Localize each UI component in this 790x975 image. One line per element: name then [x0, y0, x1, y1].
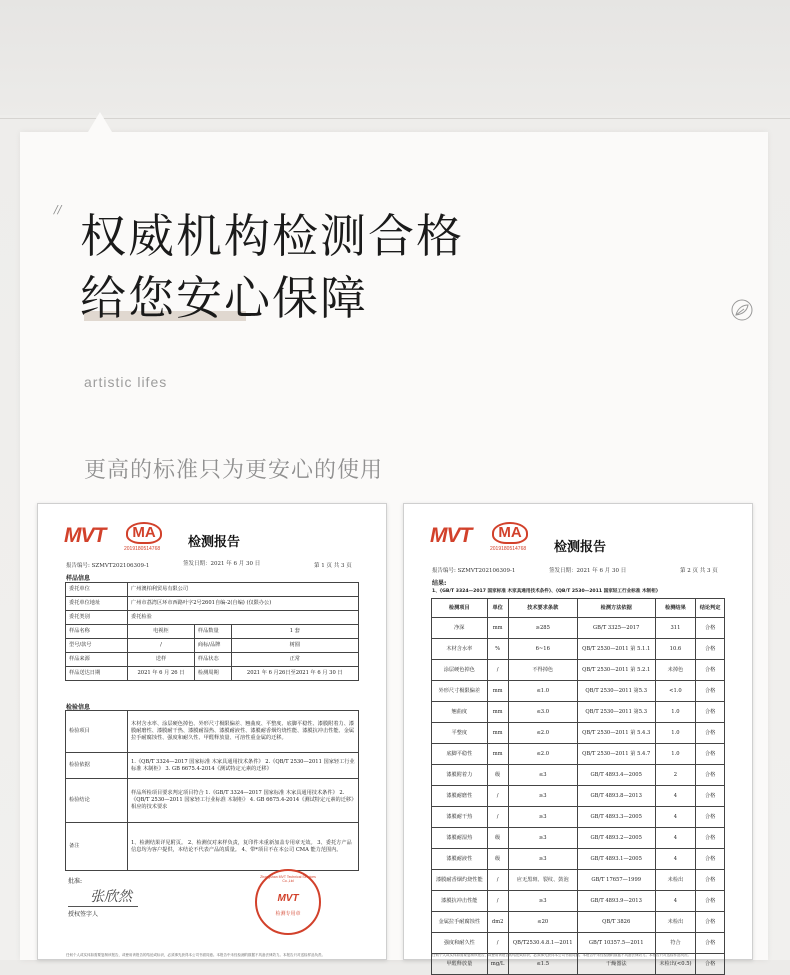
table-cell: 样品状态 [194, 653, 231, 667]
table-cell: 1 套 [231, 625, 358, 639]
table-cell: ≤2.0 [508, 744, 577, 765]
column-header: 检测方法依据 [577, 599, 655, 618]
section-sample-info: 样品信息 [66, 575, 91, 582]
table-row [66, 611, 359, 625]
table-row [432, 807, 725, 828]
subtitle: 更高的标准只为更安心的使用 [84, 458, 384, 483]
table-cell: GB/T 4893.4—2005 [577, 765, 655, 786]
table-row [66, 667, 359, 681]
table-cell: 合格 [696, 639, 725, 660]
table-cell: 检测周期 [194, 667, 231, 681]
table-cell: QB/T 2530—2011 第 5.4.3 [577, 723, 655, 744]
table-cell: 送样 [128, 653, 195, 667]
approver-label: 批准: [68, 878, 83, 885]
official-seal [255, 869, 321, 935]
table-cell: 4 [655, 807, 696, 828]
result-label: 结果: [432, 580, 447, 587]
column-header: 检测项目 [432, 599, 488, 618]
table-cell: 检验依据 [66, 753, 128, 779]
test-report-page-2 [403, 503, 753, 967]
table-cell: 合格 [696, 786, 725, 807]
table-row [432, 849, 725, 870]
table-row [66, 779, 359, 823]
table-cell: 不得掉色 [508, 660, 577, 681]
page-number: 第 1 页 共 3 页 [314, 563, 352, 569]
table-cell: QB/T 2530—2011 第 5.2.1 [577, 660, 655, 681]
table-cell: 1.0 [655, 702, 696, 723]
table-cell: 合格 [696, 933, 725, 954]
table-cell: 10.6 [655, 639, 696, 660]
handwritten-signature: 张欣然 [90, 889, 132, 905]
table-cell: 级 [487, 765, 508, 786]
table-row [66, 753, 359, 779]
report-title: 检测报告 [188, 535, 241, 550]
table-cell: 级 [487, 849, 508, 870]
table-cell: 2021 年 6 月 26 日 [128, 667, 195, 681]
table-cell: 样品名称 [66, 625, 128, 639]
table-cell: 检验结论 [66, 779, 128, 823]
footer-note: 任何个人或实体如需要复制该报告，或使用该报告的结论或标识，必须事先获得本公司书面同意。本报告中未经检测的数据不具备法律效力。本报告只对送检样品负责。 [432, 953, 691, 957]
footer-note: 任何个人或实体如需要复制该报告，或使用该报告的结论或标识，必须事先获得本公司书面同意。本报告中未经检测的数据不具备法律效力。本报告只对送检样品负责。 [66, 953, 325, 957]
table-cell: mm [487, 618, 508, 639]
table-cell: 合格 [696, 660, 725, 681]
table-cell: / [487, 870, 508, 891]
table-cell: 未检出(<0.5) [655, 954, 696, 975]
card-notch [88, 112, 112, 132]
table-cell: QB/T 3826 [577, 912, 655, 933]
table-cell: % [487, 639, 508, 660]
table-cell: mm [487, 723, 508, 744]
mvt-logo: MVT [430, 524, 472, 547]
section-test-info: 检验信息 [66, 704, 91, 711]
table-cell: GB/T 3325—2017 [577, 618, 655, 639]
table-cell: ≤2.0 [508, 723, 577, 744]
top-divider [0, 118, 790, 119]
table-cell: 漆膜耐液性 [432, 849, 488, 870]
signer-label: 授权签字人 [68, 911, 99, 918]
table-row [66, 653, 359, 667]
table-cell: 应无黑斑、裂纹、鼓泡 [508, 870, 577, 891]
table-cell: 广州澳柏利贸易有限公司 [128, 583, 359, 597]
ma-number: 2019180514768 [490, 546, 527, 552]
table-cell: 4 [655, 786, 696, 807]
table-cell: 净深 [432, 618, 488, 639]
seal-top-text: Zhongshan MVT Technical Services Co.,Ltd [260, 875, 316, 883]
column-header: 检测结果 [655, 599, 696, 618]
table-cell: 合格 [696, 807, 725, 828]
table-cell: 外形尺寸极限偏差 [432, 681, 488, 702]
table-cell: 翘曲度 [432, 702, 488, 723]
table-cell: QB/T 2530—2011 第5.3 [577, 681, 655, 702]
table-row [432, 786, 725, 807]
title-line-1: 权威机构检测合格 [80, 209, 464, 263]
table-cell: 合格 [696, 912, 725, 933]
table-cell: GB/T 10357.5—2011 [577, 933, 655, 954]
table-cell: 合格 [696, 723, 725, 744]
table-cell: GB/T 4893.8—2013 [577, 786, 655, 807]
table-cell: 合格 [696, 870, 725, 891]
table-cell: GB/T 4893.9—2013 [577, 891, 655, 912]
top-band [0, 0, 790, 115]
column-header: 技术要求条款 [508, 599, 577, 618]
table-cell: 漆膜耐香烟灼烧性能 [432, 870, 488, 891]
table-cell: 委托单位地址 [66, 597, 128, 611]
table-cell: GB/T 4893.1—2005 [577, 849, 655, 870]
table-cell: 4 [655, 828, 696, 849]
table-row [432, 870, 725, 891]
seal-center-text: MVT [277, 893, 299, 904]
table-cell: / [487, 660, 508, 681]
table-cell: mm [487, 702, 508, 723]
english-tagline: artistic lifes [84, 374, 168, 390]
report-number: 报告编号: SZMVT202106309-1 [66, 563, 150, 569]
table-cell: mm [487, 744, 508, 765]
table-cell: 6~16 [508, 639, 577, 660]
table-cell: ≤3 [508, 765, 577, 786]
table-cell: 平整度 [432, 723, 488, 744]
test-report-page-1 [37, 503, 387, 960]
table-cell: ≥3 [508, 849, 577, 870]
table-cell: 未检出 [655, 912, 696, 933]
signature-line [68, 906, 138, 907]
table-cell: 1、检测结果详见附页。 2、检测仅对来样负责，复印件未重新加盖专用章无效。 3、委托方产品信息均为客户提供，本结论不代表产品的质量。 4、带*项目不在本公司 CMA 能力范围内。 [128, 823, 359, 871]
title-line-2: 给您安心保障 [80, 271, 368, 325]
table-cell: 未掉色 [655, 660, 696, 681]
table-row [66, 583, 359, 597]
column-header: 单位 [487, 599, 508, 618]
table-cell: 强度和耐久性 [432, 933, 488, 954]
table-row [432, 828, 725, 849]
ma-logo: MA [126, 522, 162, 544]
table-cell: 1.《QB/T 3324—2017 国家标准 木家具通用技术条件》 2.《QB/T 2530—2011 国家轻工行业标准 木制柜》 3. GB 6675.4-2014《测试特定元素的迁移》 [128, 753, 359, 779]
table-cell: 合格 [696, 618, 725, 639]
report-number: 报告编号: SZMVT202106309-1 [432, 568, 516, 574]
table-cell: 委托类别 [66, 611, 128, 625]
table-cell: / [487, 933, 508, 954]
table-cell: 甲醛释放量 [432, 954, 488, 975]
table-cell: 未检出 [655, 870, 696, 891]
table-cell: GB/T 17657—1999 [577, 870, 655, 891]
table-cell: ≤20 [508, 912, 577, 933]
page-title [80, 205, 464, 329]
table-cell: 正常 [231, 653, 358, 667]
table-cell: 2021 年 6 月26日至2021 年 6 月 30 日 [231, 667, 358, 681]
table-cell: 合格 [696, 849, 725, 870]
table-cell: 合格 [696, 702, 725, 723]
table-cell: QB/T 2530—2011 第 5.1.1 [577, 639, 655, 660]
table-cell: 漆膜耐磨性 [432, 786, 488, 807]
table-row [432, 639, 725, 660]
table-row [432, 660, 725, 681]
table-cell: / [128, 639, 195, 653]
table-row [66, 639, 359, 653]
table-cell: 合格 [696, 744, 725, 765]
table-cell: 级 [487, 828, 508, 849]
table-row [66, 597, 359, 611]
table-row [432, 681, 725, 702]
mvt-logo: MVT [64, 524, 106, 547]
results-table [431, 598, 725, 975]
table-row [432, 744, 725, 765]
table-row [432, 933, 725, 954]
page-number: 第 2 页 共 3 页 [680, 568, 718, 574]
table-cell: ≤3.0 [508, 702, 577, 723]
table-cell: GB/T 4893.3—2005 [577, 807, 655, 828]
table-cell: 4 [655, 849, 696, 870]
table-row [432, 765, 725, 786]
table-cell: 委托单位 [66, 583, 128, 597]
table-row [432, 702, 725, 723]
table-row [432, 618, 725, 639]
table-row [432, 723, 725, 744]
ma-logo: MA [492, 522, 528, 544]
table-cell: 311 [655, 618, 696, 639]
table-row [66, 625, 359, 639]
table-cell: 树囿 [231, 639, 358, 653]
table-cell: 合格 [696, 765, 725, 786]
seal-bottom-text: 检测专用章 [275, 911, 301, 917]
table-cell: 合格 [696, 681, 725, 702]
table-cell: GB/T 4893.2—2005 [577, 828, 655, 849]
table-cell: 漆膜耐湿热 [432, 828, 488, 849]
table-cell: ≥3 [508, 891, 577, 912]
table-cell: 样品来源 [66, 653, 128, 667]
table-cell: 漆膜抗冲击性能 [432, 891, 488, 912]
table-cell: 干燥器法 [577, 954, 655, 975]
issue-date: 签发日期：2021 年 6 月 30 日 [549, 568, 627, 574]
table-cell: ≤1.0 [508, 681, 577, 702]
table-cell: ≥3 [508, 786, 577, 807]
table-cell: QB/T 2530—2011 第5.3 [577, 702, 655, 723]
table-cell: 合格 [696, 891, 725, 912]
result-standard-title: 1、《GB/T 3324—2017 国家标准 木家具通用技术条件》、《QB/T 2530—2011 国家轻工行业标准 木制柜》 [432, 589, 661, 594]
table-row [432, 912, 725, 933]
table-cell: 木材含水率 [432, 639, 488, 660]
table-cell: 漆膜附着力 [432, 765, 488, 786]
report-title: 检测报告 [554, 540, 607, 555]
table-row [432, 891, 725, 912]
table-cell: 1.0 [655, 723, 696, 744]
table-cell: ≤1.5 [508, 954, 577, 975]
leaf-icon [730, 298, 754, 322]
issue-date: 签发日期：2021 年 6 月 30 日 [183, 561, 261, 567]
table-cell: 木材含水率、涂层硬色掉色、外形尺寸极限偏差、翘曲度、平整度、底脚平稳性、漆膜附着力、漆膜耐磨性、漆膜耐干热、漆膜耐湿热、漆膜耐液性、漆膜耐香烟灼烧性能、漆膜抗冲击性能、金属拉手耐腐蚀性、强度和耐久性、甲醛释放量、可溶性重金属的迁移。 [128, 711, 359, 753]
table-cell: ≥3 [508, 828, 577, 849]
table-cell: QB/T2530.4.8.1—2011 [508, 933, 577, 954]
table-cell: 4 [655, 891, 696, 912]
table-cell: 检验项目 [66, 711, 128, 753]
table-cell: ≥3 [508, 807, 577, 828]
table-row [66, 823, 359, 871]
table-cell: / [487, 786, 508, 807]
table-row [66, 711, 359, 753]
table-cell: 样品所检项目要求判定项目符合 1.《GB/T 3324—2017 国家标准 木家具通用技术条件》 2.《QB/T 2530—2011 国家轻工行业标准 木制柜》 4. GB 6675.4-2014《测试特定元素的迁移》相应的技术要求 [128, 779, 359, 823]
table-cell: 电视柜 [128, 625, 195, 639]
table-cell: mm [487, 681, 508, 702]
table-cell: dm2 [487, 912, 508, 933]
quote-mark: // [54, 203, 62, 216]
table-cell: 涂层硬色掉色 [432, 660, 488, 681]
table-cell: 商标/品牌 [194, 639, 231, 653]
table-cell: ≥285 [508, 618, 577, 639]
table-cell: 漆膜耐干热 [432, 807, 488, 828]
table-cell: 合格 [696, 954, 725, 975]
ma-number: 2019180514768 [124, 546, 161, 552]
table-cell: / [487, 807, 508, 828]
table-cell: 委托检验 [128, 611, 359, 625]
table-cell: 备注 [66, 823, 128, 871]
table-cell: 广州市荔湾区环市西路叶字2号2601自编-2(自编) (仅限办公) [128, 597, 359, 611]
table-cell: 2 [655, 765, 696, 786]
column-header: 结论判定 [696, 599, 725, 618]
table-cell: QB/T 2530—2011 第 5.4.7 [577, 744, 655, 765]
table-cell: 符合 [655, 933, 696, 954]
table-cell: 底脚平稳性 [432, 744, 488, 765]
test-info-table [65, 710, 359, 871]
table-cell: 样品送达日期 [66, 667, 128, 681]
table-cell: 型号/款号 [66, 639, 128, 653]
table-cell: 样品数量 [194, 625, 231, 639]
table-cell: 合格 [696, 828, 725, 849]
sample-info-table [65, 582, 359, 681]
table-cell: / [487, 891, 508, 912]
table-cell: 金属拉手耐腐蚀性 [432, 912, 488, 933]
table-cell: 1.0 [655, 744, 696, 765]
table-cell: mg/L [487, 954, 508, 975]
table-cell: <1.0 [655, 681, 696, 702]
